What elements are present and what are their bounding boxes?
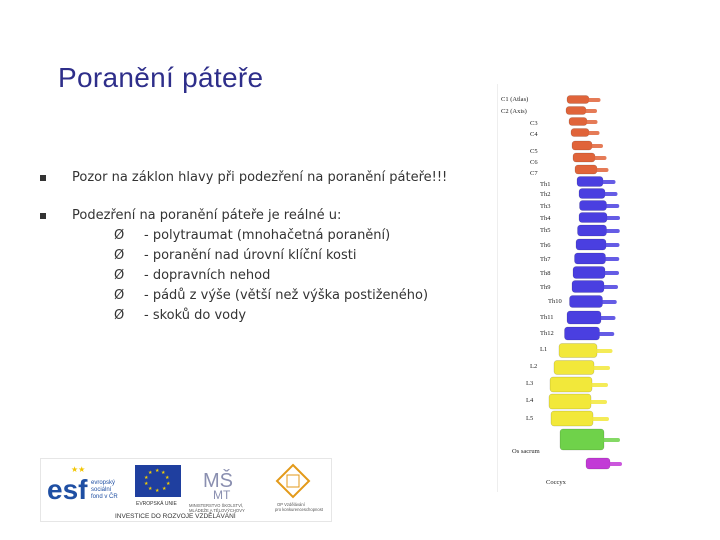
vertebra-process <box>604 243 620 247</box>
msmt-wordmark: MT <box>213 488 231 502</box>
sub-bullet-text: - skoků do vody <box>144 308 247 323</box>
vertebra-body <box>550 377 592 392</box>
vertebra-body <box>551 411 593 426</box>
spine-label: L5 <box>526 415 534 422</box>
vertebra-body <box>573 267 605 279</box>
sub-bullet-item <box>114 286 428 306</box>
esf-text: fond v ČR <box>91 494 118 500</box>
sub-bullet-text: - poranění nad úrovní klíční kosti <box>144 248 357 263</box>
sub-bullet-item <box>114 226 390 246</box>
vertebra-body <box>560 429 604 450</box>
vertebra-body <box>577 177 603 187</box>
vertebra-process <box>602 438 620 442</box>
spine-label: Coccyx <box>546 479 566 486</box>
vertebra-process <box>599 316 616 320</box>
spine-illustration <box>497 84 662 492</box>
vertebra-process <box>605 216 620 220</box>
msmt-caption: MINISTERSTVO ŠKOLSTVÍ, <box>189 503 244 508</box>
sub-bullet-item <box>114 306 246 326</box>
esf-wordmark: esf <box>47 474 88 505</box>
sub-bullet-text: - polytraumat (mnohačetná poranění) <box>144 228 391 243</box>
vertebra-body <box>572 281 604 293</box>
spine-diagram <box>498 84 662 492</box>
op-vk-logo <box>275 465 324 512</box>
vertebra-process <box>590 383 608 387</box>
svg-text:★: ★ <box>144 481 149 487</box>
spine-label: L4 <box>526 397 534 404</box>
bullet-text: Podezření na poranění páteře je reálné u: <box>72 208 342 223</box>
vertebra-body <box>580 201 607 211</box>
vertebra-process <box>595 349 613 353</box>
spine-label: L2 <box>530 363 538 370</box>
spine-label: C1 (Atlas) <box>501 96 529 103</box>
spine-label: C5 <box>530 148 538 155</box>
vertebra-body <box>579 213 607 223</box>
page-title: Poranění páteře <box>58 62 264 93</box>
spine-label: C6 <box>530 159 538 166</box>
arrow-bullet-icon: Ø <box>114 268 125 283</box>
svg-text:★: ★ <box>162 486 167 492</box>
vertebra-process <box>587 98 601 102</box>
vertebra-process <box>598 332 615 336</box>
spine-label: Th3 <box>540 203 551 210</box>
arrow-bullet-icon: Ø <box>114 288 125 303</box>
spine-label: Th8 <box>540 270 551 277</box>
square-bullet-icon <box>40 175 46 181</box>
svg-text:★: ★ <box>148 486 153 492</box>
svg-text:★: ★ <box>144 475 149 481</box>
vertebra-body <box>554 361 594 375</box>
vertebra-body <box>567 96 589 104</box>
svg-text:★: ★ <box>161 470 166 476</box>
sub-bullet-text: - dopravních nehod <box>144 268 271 283</box>
vertebra-process <box>585 120 598 124</box>
vertebra-process <box>602 285 618 289</box>
svg-text:★: ★ <box>155 468 160 474</box>
svg-text:★: ★ <box>148 470 153 476</box>
spine-label: Os sacrum <box>512 448 540 455</box>
vertebra-body <box>575 165 597 174</box>
vertebra-body <box>586 458 610 469</box>
vertebra-process <box>587 131 600 135</box>
vertebra-process <box>595 168 609 172</box>
spine-label: Th7 <box>540 256 551 263</box>
esf-text: sociální <box>91 487 112 493</box>
vertebra-process <box>592 366 610 370</box>
vertebra-process <box>603 271 619 275</box>
op-caption: pro konkurenceschopnost <box>275 507 323 512</box>
sub-bullet-item <box>114 246 356 266</box>
esf-logo <box>45 465 118 505</box>
logo-strip <box>41 459 331 521</box>
vertebra-body <box>571 129 589 137</box>
vertebra-process <box>584 109 597 113</box>
eu-flag-logo <box>135 465 181 507</box>
vertebra-process <box>590 144 603 148</box>
msmt-logo <box>189 469 245 513</box>
vertebra-body <box>576 239 606 250</box>
vertebra-process <box>601 180 616 184</box>
spine-label: C7 <box>530 170 538 177</box>
funding-logos <box>40 458 332 522</box>
vertebra-process <box>589 400 607 404</box>
vertebra-process <box>603 192 618 196</box>
vertebra-body <box>566 107 586 115</box>
spine-label: Th4 <box>540 215 551 222</box>
spine-label: C4 <box>530 131 538 138</box>
vertebra-body <box>575 253 606 264</box>
vertebra-body <box>565 327 600 340</box>
spine-label: Th9 <box>540 284 551 291</box>
vertebra-body <box>567 311 601 324</box>
arrow-bullet-icon: Ø <box>114 228 125 243</box>
vertebra-body <box>559 344 597 358</box>
square-bullet-icon <box>40 213 46 219</box>
logos-footer: INVESTICE DO ROZVOJE VZDĚLÁVÁNÍ <box>115 513 236 520</box>
spine-label: C2 (Axis) <box>501 108 527 115</box>
arrow-bullet-icon: Ø <box>114 308 125 323</box>
vertebra-body <box>549 394 591 409</box>
sub-bullet-item <box>114 266 270 286</box>
spine-label: Th6 <box>540 242 551 249</box>
spine-label: Th5 <box>540 227 551 234</box>
sub-bullet-text: - pádů z výše (větší než výška postiženého) <box>144 288 429 303</box>
vertebra-body <box>573 153 595 162</box>
spine-label: Th1 <box>540 181 551 188</box>
vertebra-body <box>572 141 592 150</box>
spine-label: Th11 <box>540 314 554 321</box>
vertebra-body <box>569 118 587 126</box>
bullet-text: Pozor na záklon hlavy při podezření na poranění páteře!!! <box>72 170 448 185</box>
spine-label: Th2 <box>540 191 551 198</box>
spine-label: Th10 <box>548 298 562 305</box>
vertebra-process <box>604 257 620 261</box>
vertebra-body <box>570 296 603 308</box>
vertebra-process <box>601 300 617 304</box>
svg-text:★: ★ <box>155 488 160 494</box>
vertebra-process <box>608 462 622 466</box>
vertebra-process <box>591 417 609 421</box>
msmt-caption: MLÁDEŽE A TĚLOVÝCHOVY <box>189 508 245 513</box>
vertebrae-group <box>549 96 622 470</box>
spine-label: C3 <box>530 120 538 127</box>
esf-text: evropský <box>91 480 116 486</box>
op-caption: OP Vzdělávání <box>277 502 305 507</box>
spine-label: L1 <box>540 346 548 353</box>
arrow-bullet-icon: Ø <box>114 248 125 263</box>
vertebra-process <box>593 156 607 160</box>
spine-label: Th12 <box>540 330 554 337</box>
vertebra-body <box>578 225 607 236</box>
eu-caption: EVROPSKÁ UNIE <box>136 501 177 507</box>
msmt-wordmark: MŠ <box>203 470 233 492</box>
spine-label: L3 <box>526 380 534 387</box>
vertebra-process <box>605 229 620 233</box>
svg-text:★: ★ <box>165 475 170 481</box>
vertebra-body <box>579 189 605 199</box>
vertebra-process <box>605 204 620 208</box>
star-icon: ★★ <box>71 465 86 474</box>
svg-text:★: ★ <box>166 481 171 487</box>
